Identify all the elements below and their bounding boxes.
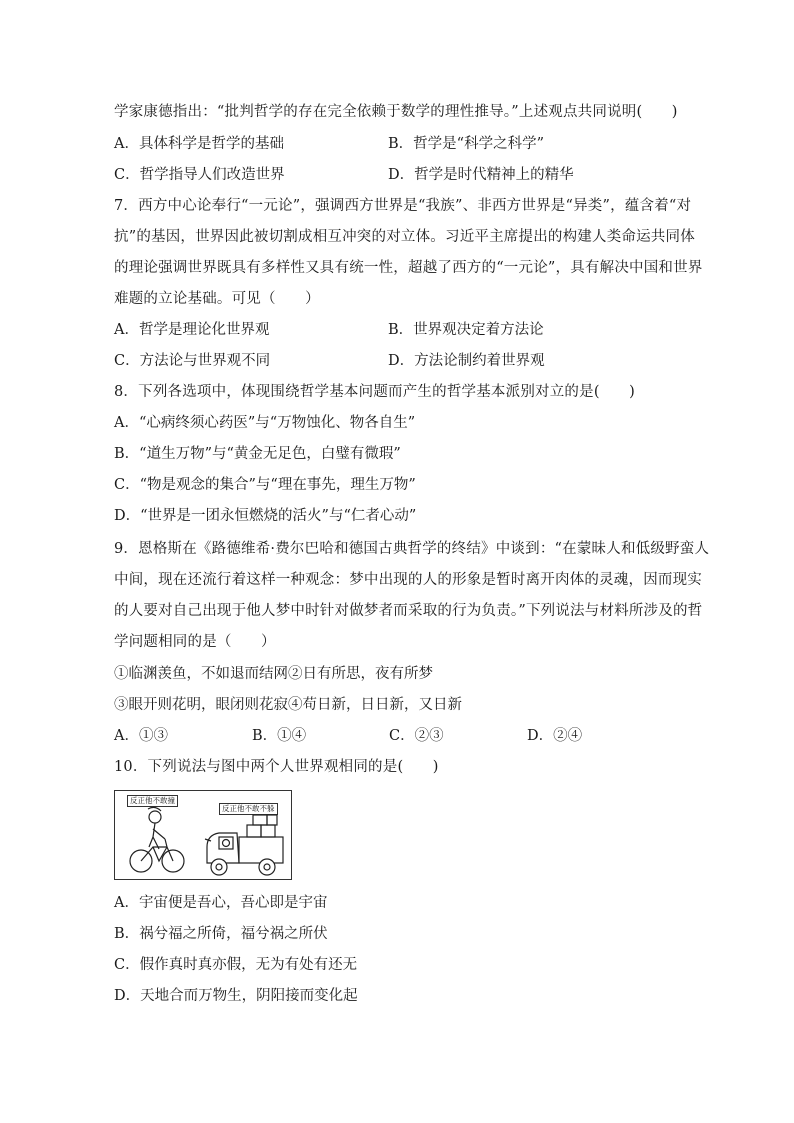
q9-option-d: D．②④ bbox=[527, 728, 583, 744]
q9-option-a: A．①③ bbox=[114, 728, 168, 744]
q9-line-4: 学问题相同的是（ ） bbox=[114, 634, 276, 650]
q10-option-c: C．假作真时真亦假，无为有处有还无 bbox=[114, 957, 358, 973]
q9-items-line-2: ③眼开则花明，眼闭则花寂④苟日新，日日新，又日新 bbox=[114, 697, 462, 713]
q10-option-b: B．祸兮福之所倚，福兮祸之所伏 bbox=[114, 926, 328, 942]
q10-option-d: D．天地合而万物生，阴阳接而变化起 bbox=[114, 988, 358, 1004]
q6-option-b: B．哲学是“科学之科学” bbox=[388, 136, 544, 152]
q8-option-a: A．“心病终须心药医”与“万物蚀化、物各自生” bbox=[114, 415, 416, 431]
q8-option-b: B．“道生万物”与“黄金无足色，白璧有微瑕” bbox=[114, 446, 401, 462]
q9-option-b: B．①④ bbox=[252, 728, 307, 744]
q9-line-1: 9．恩格斯在《路德维希·费尔巴哈和德国古典哲学的终结》中谈到：“在蒙昧人和低级野蛮人 bbox=[114, 541, 710, 557]
q7-option-d: D．方法论制约着世界观 bbox=[388, 353, 545, 369]
q7-line-1: 7．西方中心论奉行“一元论”，强调西方世界是“我族”、非西方世界是“异类”，蕴含着“对 bbox=[114, 198, 692, 214]
q6-option-c: C．哲学指导人们改造世界 bbox=[114, 167, 285, 183]
q10-option-a: A．宇宙便是吾心，吾心即是宇宙 bbox=[114, 895, 328, 911]
q9-option-c: C．②③ bbox=[389, 728, 444, 744]
q7-line-4: 难题的立论基础。可见（ ） bbox=[114, 291, 320, 307]
truck-illustration bbox=[205, 815, 283, 875]
q10-stem: 10．下列说法与图中两个人世界观相同的是( ) bbox=[114, 759, 439, 775]
q7-line-2: 抗”的基因，世界因此被切割成相互冲突的对立体。习近平主席提出的构建人类命运共同体 bbox=[114, 229, 695, 245]
q9-line-2: 中间，现在还流行着这样一种观念：梦中出现的人的形象是暂时离开肉体的灵魂，因而现实 bbox=[114, 572, 702, 588]
q9-line-3: 的人要对自己出现于他人梦中时针对做梦者而采取的行为负责。”下列说法与材料所涉及的哲 bbox=[114, 603, 703, 619]
q7-line-3: 的理论强调世界既具有多样性又具有统一性，超越了西方的“一元论”，具有解决中国和世界 bbox=[114, 260, 703, 276]
q7-option-b: B．世界观决定着方法论 bbox=[388, 322, 544, 338]
q6-option-a: A．具体科学是哲学的基础 bbox=[114, 136, 284, 152]
q6-option-d: D．哲学是时代精神上的精华 bbox=[388, 167, 574, 183]
cartoon-bubble-left: 反正他不敢撞 bbox=[127, 795, 178, 807]
cartoon-bubble-right: 反正他不敢不躲 bbox=[219, 803, 278, 815]
q9-items-line-1: ①临渊羡鱼，不如退而结网②日有所思，夜有所梦 bbox=[114, 666, 433, 682]
bicycle-rider-illustration bbox=[130, 807, 184, 872]
q8-option-c: C．“物是观念的集合”与“理在事先，理生万物” bbox=[114, 477, 416, 493]
q8-stem: 8．下列各选项中，体现围绕哲学基本问题而产生的哲学基本派别对立的是( ) bbox=[114, 384, 635, 400]
cartoon-drawing bbox=[115, 791, 291, 879]
q8-option-d: D．“世界是一团永恒燃烧的活火”与“仁者心动” bbox=[114, 508, 417, 524]
q6-stem: 学家康德指出：“批判哲学的存在完全依赖于数学的理性推导。”上述观点共同说明( ) bbox=[114, 104, 678, 120]
q7-option-c: C．方法论与世界观不同 bbox=[114, 353, 271, 369]
q10-cartoon bbox=[114, 790, 292, 880]
q7-option-a: A．哲学是理论化世界观 bbox=[114, 322, 270, 338]
